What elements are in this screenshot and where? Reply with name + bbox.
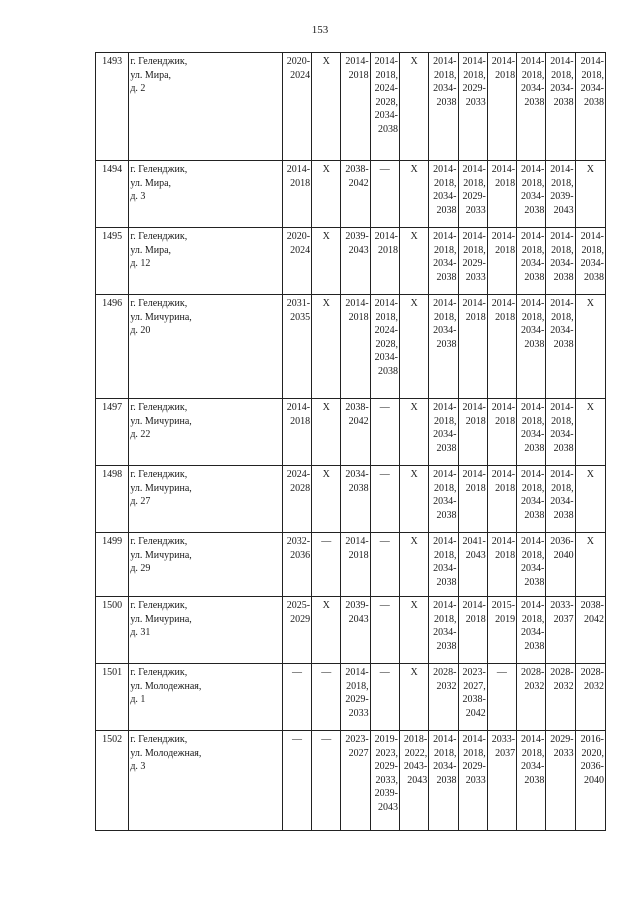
period-cell: 2029- 2033 bbox=[546, 731, 575, 831]
period-cell: 2015- 2019 bbox=[487, 597, 516, 664]
period-cell: — bbox=[312, 664, 341, 731]
period-cell: 2028- 2032 bbox=[546, 664, 575, 731]
period-cell: 2014- 2018, 2034- 2038 bbox=[517, 533, 546, 597]
period-cell: 2014- 2018, 2034- 2038 bbox=[429, 533, 458, 597]
period-cell: 2014- 2018 bbox=[341, 533, 370, 597]
period-cell: — bbox=[312, 533, 341, 597]
period-cell: X bbox=[312, 53, 341, 161]
period-cell: 2014- 2018, 2034- 2038 bbox=[517, 228, 546, 295]
period-cell: 2014- 2018, 2034- 2038 bbox=[429, 597, 458, 664]
row-number: 1501 bbox=[96, 664, 129, 731]
period-cell: 2033- 2037 bbox=[546, 597, 575, 664]
period-cell: 2014- 2018, 2029- 2033 bbox=[458, 228, 487, 295]
period-cell: 2014- 2018, 2029- 2033 bbox=[458, 53, 487, 161]
period-cell: 2039- 2043 bbox=[341, 597, 370, 664]
address-cell: г. Геленджик, ул. Мичурина, д. 20 bbox=[129, 295, 283, 399]
period-cell: — bbox=[487, 664, 516, 731]
period-cell: 2014- 2018, 2034- 2038 bbox=[517, 295, 546, 399]
table-row bbox=[96, 399, 606, 466]
period-cell: — bbox=[370, 466, 399, 533]
period-cell: 2018- 2022, 2043- 2043 bbox=[399, 731, 428, 831]
period-cell: 2014- 2018, 2034- 2038 bbox=[517, 731, 546, 831]
period-cell: X bbox=[312, 466, 341, 533]
period-cell: 2028- 2032 bbox=[517, 664, 546, 731]
address-cell: г. Геленджик, ул. Молодежная, д. 3 bbox=[129, 731, 283, 831]
period-cell: 2014- 2018 bbox=[341, 53, 370, 161]
period-cell: 2014- 2018, 2034- 2038 bbox=[546, 466, 575, 533]
table-row bbox=[96, 597, 606, 664]
period-cell: 2014- 2018, 2034- 2038 bbox=[546, 399, 575, 466]
period-cell: 2034- 2038 bbox=[341, 466, 370, 533]
period-cell: 2025- 2029 bbox=[282, 597, 311, 664]
row-number: 1499 bbox=[96, 533, 129, 597]
period-cell: 2020- 2024 bbox=[282, 228, 311, 295]
period-cell: 2014- 2018, 2034- 2038 bbox=[517, 399, 546, 466]
table-row bbox=[96, 731, 606, 831]
period-cell: 2016- 2020, 2036- 2040 bbox=[575, 731, 605, 831]
period-cell: X bbox=[399, 664, 428, 731]
period-cell: 2014- 2018 bbox=[487, 161, 516, 228]
period-cell: 2014- 2018 bbox=[370, 228, 399, 295]
period-cell: 2014- 2018 bbox=[487, 228, 516, 295]
period-cell: 2020- 2024 bbox=[282, 53, 311, 161]
period-cell: 2014- 2018, 2034- 2038 bbox=[517, 53, 546, 161]
period-cell: — bbox=[370, 533, 399, 597]
period-cell: X bbox=[312, 597, 341, 664]
table-row bbox=[96, 533, 606, 597]
period-cell: 2014- 2018 bbox=[282, 161, 311, 228]
period-cell: X bbox=[575, 466, 605, 533]
table-row bbox=[96, 466, 606, 533]
period-cell: X bbox=[399, 533, 428, 597]
period-cell: 2014- 2018, 2034- 2038 bbox=[429, 399, 458, 466]
period-cell: 2019- 2023, 2029- 2033, 2039- 2043 bbox=[370, 731, 399, 831]
row-number: 1498 bbox=[96, 466, 129, 533]
period-cell: X bbox=[399, 295, 428, 399]
period-cell: — bbox=[312, 731, 341, 831]
period-cell: X bbox=[312, 228, 341, 295]
period-cell: 2023- 2027, 2038- 2042 bbox=[458, 664, 487, 731]
period-cell: X bbox=[575, 399, 605, 466]
period-cell: — bbox=[370, 597, 399, 664]
period-cell: 2014- 2018 bbox=[341, 295, 370, 399]
address-cell: г. Геленджик, ул. Мичурина, д. 31 bbox=[129, 597, 283, 664]
period-cell: 2031- 2035 bbox=[282, 295, 311, 399]
period-cell: 2014- 2018, 2034- 2038 bbox=[429, 731, 458, 831]
period-cell: — bbox=[282, 664, 311, 731]
row-number: 1502 bbox=[96, 731, 129, 831]
period-cell: 2014- 2018, 2034- 2038 bbox=[429, 466, 458, 533]
row-number: 1493 bbox=[96, 53, 129, 161]
table-row bbox=[96, 53, 606, 161]
period-cell: 2038- 2042 bbox=[341, 161, 370, 228]
table-row bbox=[96, 228, 606, 295]
period-cell: 2039- 2043 bbox=[341, 228, 370, 295]
period-cell: X bbox=[575, 295, 605, 399]
period-cell: 2036- 2040 bbox=[546, 533, 575, 597]
period-cell: 2014- 2018, 2034- 2038 bbox=[575, 53, 605, 161]
period-cell: 2014- 2018, 2034- 2038 bbox=[429, 53, 458, 161]
period-cell: 2014- 2018 bbox=[487, 466, 516, 533]
address-cell: г. Геленджик, ул. Мира, д. 2 bbox=[129, 53, 283, 161]
period-cell: 2014- 2018, 2034- 2038 bbox=[429, 295, 458, 399]
period-cell: 2028- 2032 bbox=[429, 664, 458, 731]
table-row bbox=[96, 295, 606, 399]
period-cell: 2023- 2027 bbox=[341, 731, 370, 831]
period-cell: 2041- 2043 bbox=[458, 533, 487, 597]
period-cell: X bbox=[312, 399, 341, 466]
period-cell: 2028- 2032 bbox=[575, 664, 605, 731]
period-cell: 2032- 2036 bbox=[282, 533, 311, 597]
period-cell: 2014- 2018, 2034- 2038 bbox=[546, 228, 575, 295]
period-cell: 2014- 2018 bbox=[458, 466, 487, 533]
address-cell: г. Геленджик, ул. Мичурина, д. 29 bbox=[129, 533, 283, 597]
period-cell: 2014- 2018, 2039- 2043 bbox=[546, 161, 575, 228]
period-cell: 2014- 2018, 2034- 2038 bbox=[517, 161, 546, 228]
table-row bbox=[96, 161, 606, 228]
period-cell: 2014- 2018, 2034- 2038 bbox=[575, 228, 605, 295]
table-row bbox=[96, 664, 606, 731]
period-cell: X bbox=[399, 466, 428, 533]
row-number: 1496 bbox=[96, 295, 129, 399]
period-cell: 2014- 2018, 2034- 2038 bbox=[517, 597, 546, 664]
address-cell: г. Геленджик, ул. Мичурина, д. 22 bbox=[129, 399, 283, 466]
address-cell: г. Геленджик, ул. Молодежная, д. 1 bbox=[129, 664, 283, 731]
period-cell: 2033- 2037 bbox=[487, 731, 516, 831]
period-cell: X bbox=[399, 228, 428, 295]
period-cell: X bbox=[399, 597, 428, 664]
address-cell: г. Геленджик, ул. Мира, д. 3 bbox=[129, 161, 283, 228]
period-cell: 2014- 2018, 2034- 2038 bbox=[546, 295, 575, 399]
period-cell: 2014- 2018 bbox=[487, 533, 516, 597]
address-cell: г. Геленджик, ул. Мира, д. 12 bbox=[129, 228, 283, 295]
period-cell: — bbox=[370, 399, 399, 466]
address-cell: г. Геленджик, ул. Мичурина, д. 27 bbox=[129, 466, 283, 533]
period-cell: X bbox=[399, 161, 428, 228]
period-cell: X bbox=[312, 295, 341, 399]
period-cell: 2014- 2018, 2029- 2033 bbox=[341, 664, 370, 731]
row-number: 1500 bbox=[96, 597, 129, 664]
period-cell: X bbox=[399, 399, 428, 466]
period-cell: 2014- 2018 bbox=[458, 295, 487, 399]
period-cell: 2038- 2042 bbox=[341, 399, 370, 466]
period-cell: 2014- 2018 bbox=[487, 53, 516, 161]
period-cell: X bbox=[312, 161, 341, 228]
period-cell: 2014- 2018, 2034- 2038 bbox=[546, 53, 575, 161]
capital-repair-schedule-table bbox=[95, 52, 606, 831]
period-cell: 2014- 2018 bbox=[487, 295, 516, 399]
row-number: 1497 bbox=[96, 399, 129, 466]
period-cell: — bbox=[370, 664, 399, 731]
period-cell: 2014- 2018 bbox=[487, 399, 516, 466]
period-cell: — bbox=[282, 731, 311, 831]
period-cell: 2014- 2018 bbox=[282, 399, 311, 466]
period-cell: 2014- 2018, 2029- 2033 bbox=[458, 161, 487, 228]
period-cell: 2014- 2018, 2034- 2038 bbox=[429, 228, 458, 295]
period-cell: X bbox=[575, 161, 605, 228]
period-cell: 2014- 2018 bbox=[458, 399, 487, 466]
period-cell: 2014- 2018, 2029- 2033 bbox=[458, 731, 487, 831]
period-cell: X bbox=[399, 53, 428, 161]
page-number: 153 bbox=[311, 24, 329, 36]
period-cell: 2014- 2018, 2024- 2028, 2034- 2038 bbox=[370, 295, 399, 399]
period-cell: 2024- 2028 bbox=[282, 466, 311, 533]
period-cell: 2014- 2018, 2034- 2038 bbox=[429, 161, 458, 228]
period-cell: — bbox=[370, 161, 399, 228]
period-cell: 2014- 2018, 2024- 2028, 2034- 2038 bbox=[370, 53, 399, 161]
period-cell: X bbox=[575, 533, 605, 597]
period-cell: 2014- 2018 bbox=[458, 597, 487, 664]
period-cell: 2014- 2018, 2034- 2038 bbox=[517, 466, 546, 533]
row-number: 1494 bbox=[96, 161, 129, 228]
row-number: 1495 bbox=[96, 228, 129, 295]
period-cell: 2038- 2042 bbox=[575, 597, 605, 664]
